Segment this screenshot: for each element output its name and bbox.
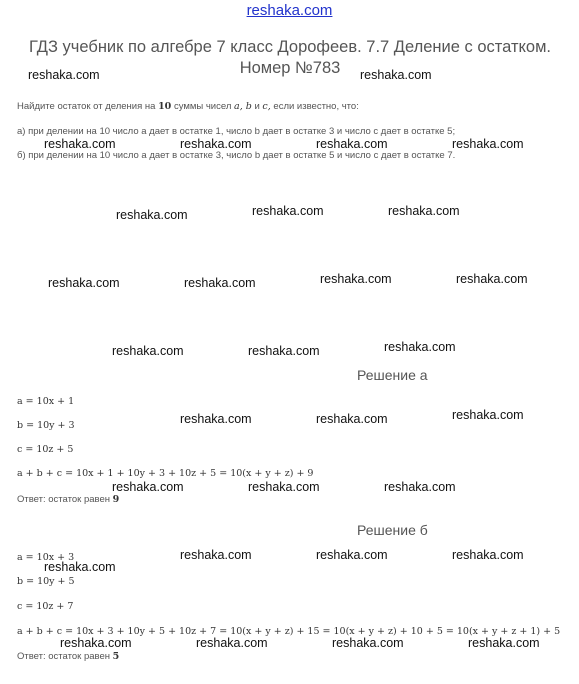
watermark: reshaka.com	[468, 636, 540, 650]
watermark: reshaka.com	[452, 137, 524, 151]
solution-b-eq-2: b = 10y + 5	[17, 576, 75, 587]
watermark: reshaka.com	[316, 137, 388, 151]
watermark: reshaka.com	[316, 412, 388, 426]
watermark: reshaka.com	[384, 480, 456, 494]
solution-b-answer	[17, 651, 119, 662]
watermark: reshaka.com	[252, 204, 324, 218]
problem-intro-and: и	[254, 101, 260, 112]
watermark: reshaka.com	[180, 548, 252, 562]
watermark: reshaka.com	[196, 636, 268, 650]
problem-part-b: б) при делении на 10 число a дает в остатке 3, число b дает в остатке 5 и число c дает в остатке 7.	[17, 150, 456, 161]
watermark: reshaka.com	[248, 480, 320, 494]
problem-intro	[17, 101, 359, 112]
solution-a-answer-text: Ответ: остаток равен	[17, 494, 110, 505]
solution-b-eq-4: a + b + c = 10x + 3 + 10y + 5 + 10z + 7 = 10(x + y + z) + 15 = 10(x + y + z) + 10 + 5 = 10(x + y + z + 1) + 5	[17, 626, 561, 637]
solution-b-eq-1: a = 10x + 3	[17, 552, 75, 563]
solution-a-eq-4: a + b + c = 10x + 1 + 10y + 3 + 10z + 5 = 10(x + y + z) + 9	[17, 468, 314, 479]
watermark: reshaka.com	[456, 272, 528, 286]
watermark: reshaka.com	[320, 272, 392, 286]
solution-a-eq-1: a = 10x + 1	[17, 396, 75, 407]
solution-b-eq-3: c = 10z + 7	[17, 601, 74, 612]
watermark: reshaka.com	[248, 344, 320, 358]
page-title: ГДЗ учебник по алгебре 7 класс Дорофеев. 7.7 Деление с остатком. Номер №783	[28, 38, 552, 77]
site-link[interactable]: reshaka.com	[246, 2, 333, 19]
problem-intro-text-c: если известно, что:	[273, 101, 359, 112]
problem-intro-number: 10	[158, 101, 172, 112]
watermark: reshaka.com	[112, 344, 184, 358]
watermark: reshaka.com	[116, 208, 188, 222]
problem-intro-var-c: c,	[262, 101, 271, 112]
watermark: reshaka.com	[44, 137, 116, 151]
solution-b-heading: Решение б	[357, 522, 428, 538]
watermark: reshaka.com	[28, 68, 100, 82]
solution-a-answer-value: 9	[112, 494, 120, 505]
problem-intro-text-a: Найдите остаток от деления на	[17, 101, 156, 112]
watermark: reshaka.com	[60, 636, 132, 650]
watermark: reshaka.com	[180, 412, 252, 426]
watermark: reshaka.com	[332, 636, 404, 650]
watermark: reshaka.com	[316, 548, 388, 562]
watermark: reshaka.com	[360, 68, 432, 82]
watermark: reshaka.com	[180, 137, 252, 151]
solution-a-eq-2: b = 10y + 3	[17, 420, 75, 431]
solution-b-answer-value: 5	[112, 651, 120, 662]
watermark: reshaka.com	[388, 204, 460, 218]
solution-a-eq-3: c = 10z + 5	[17, 444, 74, 455]
watermark: reshaka.com	[452, 408, 524, 422]
watermark: reshaka.com	[384, 340, 456, 354]
watermark: reshaka.com	[112, 480, 184, 494]
watermark: reshaka.com	[184, 276, 256, 290]
problem-part-a: а) при делении на 10 число a дает в остатке 1, число b дает в остатке 3 и число c дает в остатке 5;	[17, 126, 456, 137]
solution-a-answer	[17, 494, 119, 505]
solution-a-heading: Решение а	[357, 367, 428, 383]
problem-intro-text-b: суммы чисел	[173, 101, 232, 112]
watermark: reshaka.com	[44, 560, 116, 574]
problem-intro-vars: a, b	[234, 101, 252, 112]
watermark: reshaka.com	[48, 276, 120, 290]
solution-b-answer-text: Ответ: остаток равен	[17, 651, 110, 662]
watermark: reshaka.com	[452, 548, 524, 562]
